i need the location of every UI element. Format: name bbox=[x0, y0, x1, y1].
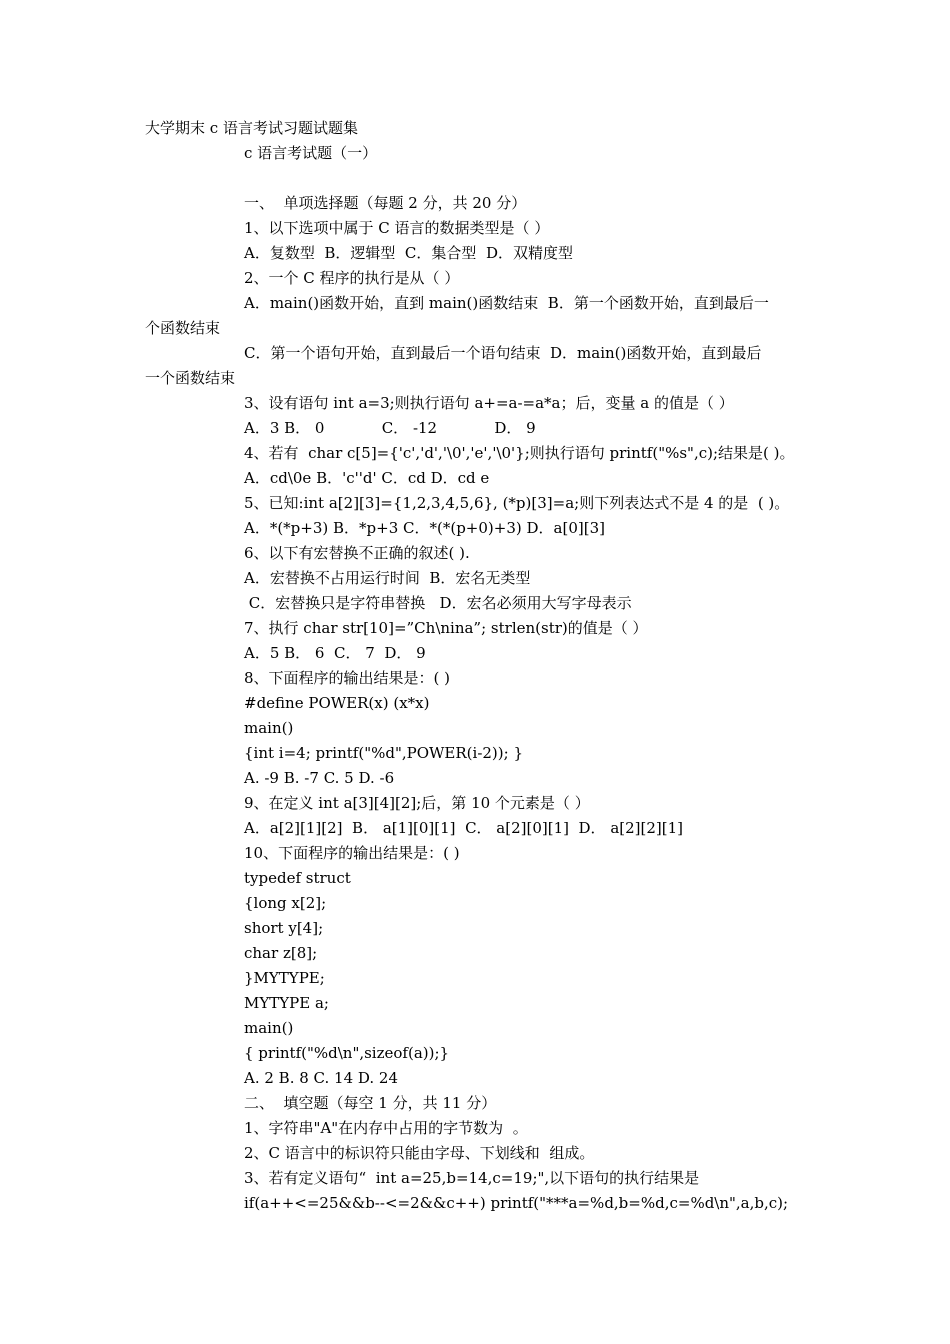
code-line: if(a++<=25&&b--<=2&&c++) printf("***a=%d,b=%d,c=%d\n",a,b,c); bbox=[244, 1194, 789, 1212]
question-line: 6、以下有宏替换不正确的叙述( ). bbox=[244, 544, 470, 562]
code-line: }MYTYPE; bbox=[244, 969, 325, 987]
document-heading: 大学期末 c 语言考试习题试题集 bbox=[145, 119, 358, 137]
question-line: 9、在定义 int a[3][4][2];后，第 10 个元素是（ ） bbox=[244, 794, 590, 812]
code-line: main() bbox=[244, 719, 294, 737]
document-subheading: c 语言考试题（一） bbox=[244, 144, 378, 162]
question-line: 3、设有语句 int a=3;则执行语句 a+=a-=a*a；后，变量 a 的值是（ ） bbox=[244, 394, 734, 412]
code-line: {int i=4; printf("%d",POWER(i-2)); } bbox=[244, 744, 523, 762]
section-one-title: 一、 单项选择题（每题 2 分，共 20 分） bbox=[244, 194, 527, 212]
option-line: A．5 B． 6 C． 7 D． 9 bbox=[244, 644, 426, 662]
option-line: A．*(*p+3) B．*p+3 C．*(*(p+0)+3) D．a[0][3] bbox=[244, 519, 605, 537]
question-line: 2、一个 C 程序的执行是从（ ） bbox=[244, 269, 460, 287]
question-line: 1、字符串"A"在内存中占用的字节数为 。 bbox=[244, 1119, 528, 1137]
code-line: short y[4]; bbox=[244, 919, 324, 937]
section-two-title: 二、 填空题（每空 1 分，共 11 分） bbox=[244, 1094, 497, 1112]
code-line: #define POWER(x) (x*x) bbox=[244, 694, 430, 712]
option-line: A．3 B． 0 C． -12 D． 9 bbox=[244, 419, 536, 437]
question-line: 4、若有 char c[5]={'c','d','\0','e','\0'};则执行语句 printf("%s",c);结果是( )。 bbox=[244, 444, 795, 462]
code-line: MYTYPE a; bbox=[244, 994, 329, 1012]
code-line: { printf("%d\n",sizeof(a));} bbox=[244, 1044, 450, 1062]
question-line: 3、若有定义语句“ int a=25,b=14,c=19;",以下语句的执行结果是 bbox=[244, 1169, 700, 1187]
option-line-wrap: 个函数结束 bbox=[145, 319, 221, 337]
option-line: C．第一个语句开始，直到最后一个语句结束 D．main()函数开始，直到最后 bbox=[244, 344, 762, 362]
code-line: main() bbox=[244, 1019, 294, 1037]
code-line: typedef struct bbox=[244, 869, 351, 887]
option-line: A. 2 B. 8 C. 14 D. 24 bbox=[244, 1069, 398, 1087]
question-line: 8、下面程序的输出结果是：( ) bbox=[244, 669, 451, 687]
option-line: A．宏替换不占用运行时间 B．宏名无类型 bbox=[244, 569, 531, 587]
option-line: A．main()函数开始，直到 main()函数结束 B．第一个函数开始，直到最后一 bbox=[244, 294, 769, 312]
question-line: 7、执行 char str[10]=”Ch\nina”; strlen(str)的值是（ ） bbox=[244, 619, 648, 637]
option-line: A. -9 B. -7 C. 5 D. -6 bbox=[244, 769, 395, 787]
option-line: A．a[2][1][2] B． a[1][0][1] C． a[2][0][1] D． a[2][2][1] bbox=[244, 819, 684, 837]
code-line: {long x[2]; bbox=[244, 894, 327, 912]
question-line: 2、C 语言中的标识符只能由字母、下划线和 组成。 bbox=[244, 1144, 595, 1162]
code-line: char z[8]; bbox=[244, 944, 318, 962]
option-line-wrap: 一个函数结束 bbox=[145, 369, 236, 387]
question-line: 10、下面程序的输出结果是：( ) bbox=[244, 844, 460, 862]
question-line: 1、以下选项中属于 C 语言的数据类型是（ ） bbox=[244, 219, 550, 237]
question-line: 5、已知:int a[2][3]={1,2,3,4,5,6}, (*p)[3]=a;则下列表达式不是 4 的是 ( )。 bbox=[244, 494, 790, 512]
option-line: A．复数型 B．逻辑型 C．集合型 D．双精度型 bbox=[244, 244, 573, 262]
option-line: C．宏替换只是字符串替换 D．宏名必须用大写字母表示 bbox=[244, 594, 632, 612]
option-line: A．cd\0e B．'c''d' C．cd D．cd e bbox=[244, 469, 490, 487]
